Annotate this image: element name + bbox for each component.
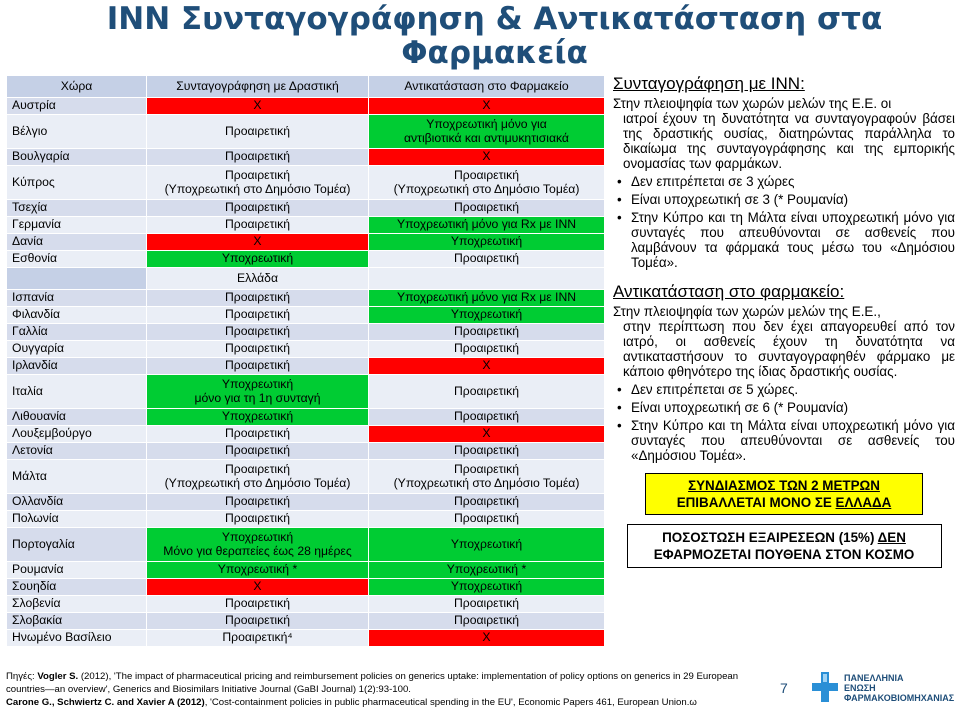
list-item: • Είναι υποχρεωτική σε 6 (* Ρουμανία) <box>613 400 955 415</box>
cell-line-2: μόνο για τη 1η συνταγή <box>194 390 321 405</box>
prescription-cell: X <box>147 234 369 251</box>
substitution-cell: Προαιρετική <box>369 251 605 268</box>
logo-line-1: ΠΑΝΕΛΛΗΝΙΑ <box>844 673 904 683</box>
substitution-cell: Υποχρεωτική <box>369 528 605 562</box>
prescription-cell: Προαιρετική <box>147 426 369 443</box>
table-row <box>7 358 605 375</box>
table-row <box>7 149 605 166</box>
logo-text <box>844 673 954 703</box>
table-row <box>7 528 605 562</box>
inn-intro-body: ιατροί έχουν τη δυνατότητα να συνταγογραφούν βάσει της δραστικής ουσίας, διατηρώντας παράλληλα το δικαίωμα της συνταγογράφησης και της εμπορικής ονομασίας των φαρμάκων. <box>623 111 955 171</box>
reference-1 <box>6 670 766 696</box>
substitution-cell: Προαιρετική <box>369 324 605 341</box>
cell-line-2: (Υποχρεωτική στο Δημόσιο Τομέα) <box>164 475 351 490</box>
substitution-cell: Υποχρεωτική <box>369 234 605 251</box>
list-item: • Στην Κύπρο και τη Μάλτα είναι υποχρεωτική μόνο για συνταγές που απευθύνονται σε ασθενείς που λαμβάνουν τα φάρμακά τους μέσω του «Δημόσιου Τομέα». <box>613 210 955 270</box>
table-row <box>7 579 605 596</box>
cell-line-1: Υποχρεωτική <box>221 530 294 544</box>
cross-logo-icon <box>812 672 838 702</box>
references <box>6 670 766 709</box>
cell-line-1: Υποχρεωτική μόνο για <box>426 117 547 131</box>
substitution-cell: Υποχρεωτική * <box>369 562 605 579</box>
prescription-cell: Προαιρετική <box>147 290 369 307</box>
country-policy-table <box>6 75 605 647</box>
list-item: • Δεν επιτρέπεται σε 3 χώρες <box>613 174 955 189</box>
table-body-a <box>7 98 605 268</box>
section-heading-inn: Συνταγογράφηση με INN: <box>613 74 805 93</box>
cell-line-2: Μόνο για θεραπείες έως 28 ημέρες <box>163 543 352 558</box>
substitution-cell: Υποχρεωτική <box>369 579 605 596</box>
right-panel <box>613 74 955 568</box>
prescription-cell: Προαιρετική <box>147 149 369 166</box>
cell-line-2: αντιβιοτικά και αντιμυκητισιακά <box>404 130 569 145</box>
substitution-cell: X <box>369 98 605 115</box>
table-row <box>7 290 605 307</box>
greece-spacer-right <box>369 268 605 290</box>
country-cell: Ιταλία <box>7 375 147 409</box>
table-body-b <box>7 290 605 647</box>
ref-label: Πηγές: <box>6 671 35 682</box>
prescription-cell: Προαιρετική⁴ <box>147 630 369 647</box>
substitution-cell: X <box>369 358 605 375</box>
greece-row-group <box>7 268 605 290</box>
title-line-2: Φαρμακεία <box>401 35 588 71</box>
cell-line-1: Προαιρετική <box>453 168 520 182</box>
prescription-cell: Προαιρετική <box>147 358 369 375</box>
table-row <box>7 511 605 528</box>
header-country: Χώρα <box>7 76 147 98</box>
table-row <box>7 460 605 494</box>
box1-line2 <box>650 494 918 511</box>
title-line-1: INN Συνταγογράφηση & Αντικατάσταση στα <box>106 1 883 37</box>
cell-line-2: (Υποχρεωτική στο Δημόσιο Τομέα) <box>164 181 351 196</box>
ref2-text: , 'Cost-containment policies in public pharmaceutical spending in the EU', Economic Papers 461, European Union.ω <box>204 697 697 708</box>
box1-line2-text: ΕΠΙΒΑΛΛΕΤΑΙ ΜΟΝΟ ΣΕ <box>676 495 836 510</box>
substitution-cell: X <box>369 630 605 647</box>
inn-intro-lead: Στην πλειοψηφία των χωρών μελών της Ε.Ε. οι <box>613 96 892 111</box>
prescription-cell: Προαιρετική <box>147 494 369 511</box>
table-row <box>7 596 605 613</box>
table-row <box>7 375 605 409</box>
table-row <box>7 426 605 443</box>
cell-line-2: (Υποχρεωτική στο Δημόσιο Τομέα) <box>393 181 580 196</box>
country-cell: Σλοβενία <box>7 596 147 613</box>
country-cell: Φιλανδία <box>7 307 147 324</box>
substitution-cell <box>369 460 605 494</box>
table-row <box>7 443 605 460</box>
prescription-cell: X <box>147 98 369 115</box>
substitution-cell: X <box>369 426 605 443</box>
cell-line-1: Προαιρετική <box>224 168 291 182</box>
box1-line2-emph: ΕΛΛΑΔΑ <box>835 495 892 510</box>
prescription-cell: Υποχρεωτική <box>147 251 369 268</box>
prescription-cell: Υποχρεωτική * <box>147 562 369 579</box>
substitution-cell: Προαιρετική <box>369 409 605 426</box>
country-cell: Τσεχία <box>7 200 147 217</box>
subst-bullets <box>613 382 955 463</box>
substitution-cell: Υποχρεωτική μόνο για Rx με INN <box>369 217 605 234</box>
table-row <box>7 630 605 647</box>
country-cell: Μάλτα <box>7 460 147 494</box>
country-cell: Κύπρος <box>7 166 147 200</box>
country-cell: Ολλανδία <box>7 494 147 511</box>
greece-spacer <box>7 268 147 290</box>
prescription-cell: Προαιρετική <box>147 200 369 217</box>
substitution-cell: Υποχρεωτική μόνο για Rx με INN <box>369 290 605 307</box>
substitution-cell: Προαιρετική <box>369 341 605 358</box>
reference-2 <box>6 696 766 709</box>
country-cell: Γερμανία <box>7 217 147 234</box>
table-row <box>7 341 605 358</box>
prescription-cell: Προαιρετική <box>147 613 369 630</box>
country-cell: Βέλγιο <box>7 115 147 149</box>
prescription-cell <box>147 375 369 409</box>
table-row <box>7 98 605 115</box>
substitution-cell: Προαιρετική <box>369 613 605 630</box>
substitution-cell: X <box>369 149 605 166</box>
country-cell: Εσθονία <box>7 251 147 268</box>
cell-line-1: Προαιρετική <box>453 462 520 476</box>
substitution-cell: Προαιρετική <box>369 200 605 217</box>
box2-text-c: ΕΦΑΡΜΟΖΕΤΑΙ ΠΟΥΘΕΝΑ ΣΤΟΝ ΚΟΣΜΟ <box>653 547 915 562</box>
country-cell: Ηνωμένο Βασίλειο <box>7 630 147 647</box>
substitution-cell: Προαιρετική <box>369 511 605 528</box>
prescription-cell <box>147 528 369 562</box>
country-cell: Βουλγαρία <box>7 149 147 166</box>
association-logo <box>812 668 957 710</box>
prescription-cell: Προαιρετική <box>147 324 369 341</box>
table-row <box>7 166 605 200</box>
box2-text-b: ΔΕΝ <box>877 530 906 545</box>
country-cell: Ιρλανδία <box>7 358 147 375</box>
section-heading-substitution: Αντικατάσταση στο φαρμακείο: <box>613 282 845 301</box>
page-title <box>0 0 959 72</box>
country-cell: Λιθουανία <box>7 409 147 426</box>
prescription-cell: Προαιρετική <box>147 511 369 528</box>
header-prescription: Συνταγογράφηση με Δραστική <box>147 76 369 98</box>
prescription-cell: Προαιρετική <box>147 307 369 324</box>
table-row <box>7 613 605 630</box>
prescription-cell <box>147 460 369 494</box>
country-cell: Δανία <box>7 234 147 251</box>
logo-line-3: ΦΑΡΜΑΚΟΒΙΟΜΗΧΑΝΙΑΣ <box>844 693 955 703</box>
logo-line-2: ΕΝΩΣΗ <box>844 683 876 693</box>
ref1-author: Vogler S. <box>37 671 79 682</box>
country-cell: Λετονία <box>7 443 147 460</box>
page-number: 7 <box>780 680 788 696</box>
country-cell: Σλοβακία <box>7 613 147 630</box>
prescription-cell: Προαιρετική <box>147 341 369 358</box>
substitution-cell: Προαιρετική <box>369 494 605 511</box>
table-row <box>7 200 605 217</box>
box2-text-a: ΠΟΣΟΣΤΩΣΗ ΕΞΑΙΡΕΣΕΩΝ (15%) <box>662 530 878 545</box>
combination-measures-box <box>645 473 923 515</box>
country-cell: Πολωνία <box>7 511 147 528</box>
country-cell: Ισπανία <box>7 290 147 307</box>
substitution-cell: Προαιρετική <box>369 443 605 460</box>
header-substitution: Αντικατάσταση στο Φαρμακείο <box>369 76 605 98</box>
table-row <box>7 562 605 579</box>
prescription-cell: Προαιρετική <box>147 115 369 149</box>
table-row <box>7 307 605 324</box>
cell-line-2: (Υποχρεωτική στο Δημόσιο Τομέα) <box>393 475 580 490</box>
cell-line-1: Προαιρετική <box>224 462 291 476</box>
list-item: • Δεν επιτρέπεται σε 5 χώρες. <box>613 382 955 397</box>
greece-label: Ελλάδα <box>147 268 369 290</box>
substitution-cell: Προαιρετική <box>369 596 605 613</box>
table-row <box>7 494 605 511</box>
box1-line1: ΣΥΝΔΙΑΣΜΟΣ ΤΩΝ 2 ΜΕΤΡΩΝ <box>688 478 880 493</box>
prescription-cell <box>147 166 369 200</box>
list-item: • Στην Κύπρο και τη Μάλτα είναι υποχρεωτική μόνο για συνταγές που απευθύνονται σε ασθενείς του «Δημόσιου Τομέα». <box>613 418 955 463</box>
country-cell: Σουηδία <box>7 579 147 596</box>
country-cell: Ουγγαρία <box>7 341 147 358</box>
country-cell: Ρουμανία <box>7 562 147 579</box>
inn-bullets <box>613 174 955 270</box>
table-row <box>7 217 605 234</box>
cell-line-1: Υποχρεωτική <box>221 377 294 391</box>
country-cell: Λουξεμβούργο <box>7 426 147 443</box>
table-row <box>7 409 605 426</box>
country-cell: Γαλλία <box>7 324 147 341</box>
prescription-cell: Προαιρετική <box>147 596 369 613</box>
exceptions-quota-box <box>627 524 942 568</box>
table-row <box>7 251 605 268</box>
list-item: • Είναι υποχρεωτική σε 3 (* Ρουμανία) <box>613 192 955 207</box>
substitution-cell <box>369 166 605 200</box>
subst-intro-lead: Στην πλειοψηφία των χωρών μελών της Ε.Ε., <box>613 304 881 319</box>
ref2-author: Carone G., Schwiertz C. and Xavier A (2012) <box>6 697 205 708</box>
subst-intro-body: στην περίπτωση που δεν έχει απαγορευθεί από τον ιατρό, οι ασθενείς έχουν τη δυνατότητα να αντικαταστήσουν το συνταγογραφηθέν φάρμακο με κάποιο φθηνότερο της ίδιας δραστικής ουσίας. <box>623 319 955 379</box>
prescription-cell: Προαιρετική <box>147 217 369 234</box>
country-cell: Αυστρία <box>7 98 147 115</box>
substitution-cell: Προαιρετική <box>369 375 605 409</box>
country-cell: Πορτογαλία <box>7 528 147 562</box>
table-row <box>7 234 605 251</box>
substitution-cell: Υποχρεωτική <box>369 307 605 324</box>
table-row <box>7 324 605 341</box>
table-row <box>7 115 605 149</box>
prescription-cell: Υποχρεωτική <box>147 409 369 426</box>
substitution-cell <box>369 115 605 149</box>
prescription-cell: X <box>147 579 369 596</box>
ref1-text: (2012), 'The impact of pharmaceutical pricing and reimbursement policies on generics uptake: implementation of policy options on generics in 29 European countries—an overview', Generics and Biosimilars Initiative Journal (GaBI Journal) 1(2):93-100. <box>6 671 739 695</box>
prescription-cell: Προαιρετική <box>147 443 369 460</box>
